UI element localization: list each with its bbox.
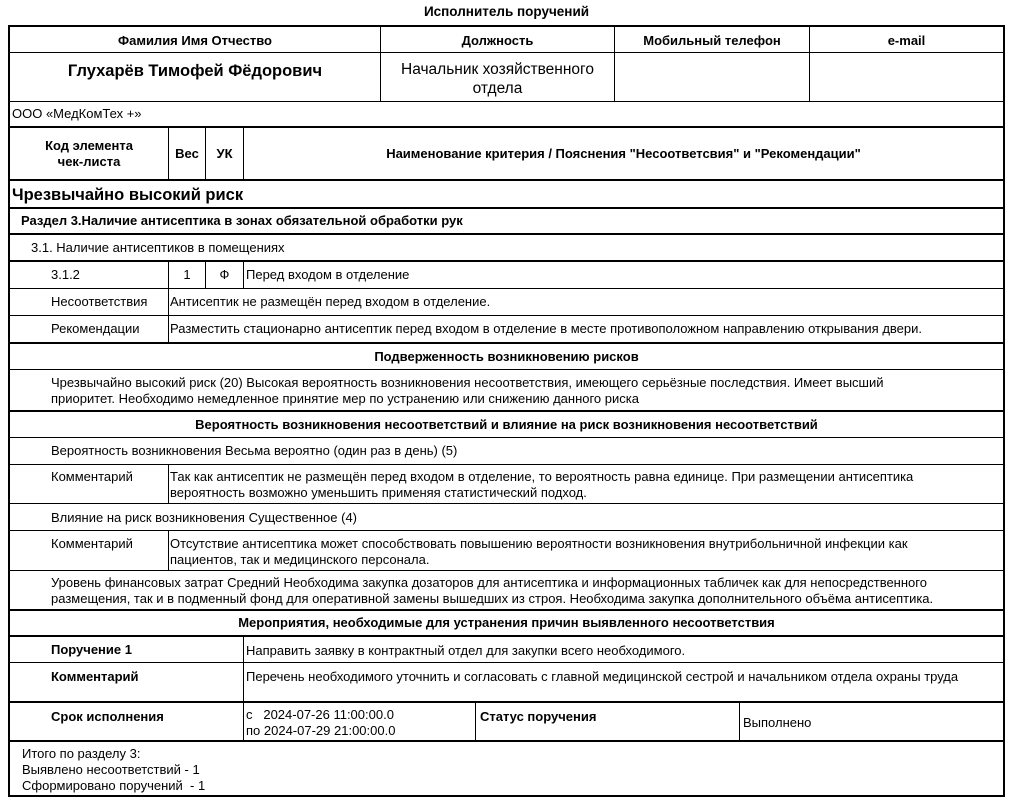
nonconformity-label: Несоответствия xyxy=(51,294,148,309)
risk-level-heading: Чрезвычайно высокий риск xyxy=(12,186,244,204)
deadline-label: Срок исполнения xyxy=(51,709,164,724)
header-criterion: Наименование критерия / Пояснения "Несоответсвия" и "Рекомендации" xyxy=(386,146,861,161)
item-uk: Ф xyxy=(219,267,230,282)
executor-fio: Глухарёв Тимофей Фёдорович xyxy=(67,62,323,80)
item-weight: 1 xyxy=(183,267,191,282)
influence-comment-text-line2: пациентов, так и медицинского персонала. xyxy=(170,552,430,567)
page-title: Исполнитель поручений xyxy=(423,4,590,19)
section-title: Раздел 3.Наличие антисептика в зонах обязательной обработки рук xyxy=(21,213,463,228)
organization-name: ООО «МедКомТех +» xyxy=(12,106,142,121)
susceptibility-text: Чрезвычайно высокий риск (20) Высокая вероятность возникновения несоответствия, имеющего серьёзные последствия. Имеет высший xyxy=(51,375,884,390)
status-value: Выполнено xyxy=(743,715,812,730)
report-sheet xyxy=(8,25,1005,797)
header-email: e-mail xyxy=(887,33,926,48)
probability-title: Вероятность возникновения несоответствий и влияние на риск возникновения несоответствий xyxy=(195,417,818,432)
executor-position-line2: отдела xyxy=(472,80,523,97)
nonconformity-text: Антисептик не размещён перед входом в отделение. xyxy=(170,294,491,309)
recommendation-text: Разместить стационарно антисептик перед входом в отделение в месте противоположном направлению открывания двери. xyxy=(170,321,922,336)
probability-comment-text-line2: вероятность возможно уменьшить применяя статистический подход. xyxy=(170,485,587,500)
executor-position: Начальник хозяйственного xyxy=(401,61,594,78)
influence-comment-text: Отсутствие антисептика может способствовать повышению вероятности возникновения внутрибольничной инфекции как xyxy=(170,536,908,551)
item-code: 3.1.2 xyxy=(51,267,80,282)
finance-text: Уровень финансовых затрат Средний Необходима закупка дозаторов для антисептика и информационных табличек как для непосредственного xyxy=(51,575,927,590)
summary-title: Итого по разделу 3: xyxy=(22,746,141,761)
measures-title: Мероприятия, необходимые для устранения причин выявленного несоответствия xyxy=(238,615,775,630)
probability-comment-label: Комментарий xyxy=(51,469,133,484)
susceptibility-text-line2: приоритет. Необходимо немедленное принятие мер по устранению или снижению данного риска xyxy=(51,391,639,406)
header-uk: УК xyxy=(216,146,233,161)
order-comment-text: Перечень необходимого уточнить и согласовать с главной медицинской сестрой и начальником отдела охраны труда xyxy=(246,669,959,684)
item-name: Перед входом в отделение xyxy=(246,267,410,282)
order-text: Направить заявку в контрактный отдел для закупки всего необходимого. xyxy=(246,643,686,658)
probability-text: Вероятность возникновения Весьма вероятно (один раз в день) (5) xyxy=(51,443,458,458)
header-code: Код элемента xyxy=(45,138,133,153)
header-weight: Вес xyxy=(175,146,199,161)
header-mobile: Мобильный телефон xyxy=(643,33,781,48)
influence-text: Влияние на риск возникновения Существенное (4) xyxy=(51,510,358,525)
summary-orders: Сформировано поручений - 1 xyxy=(22,778,206,793)
header-fio: Фамилия Имя Отчество xyxy=(118,33,272,48)
order-label: Поручение 1 xyxy=(51,642,132,657)
header-position: Должность xyxy=(461,33,534,48)
recommendation-label: Рекомендации xyxy=(51,321,140,336)
order-comment-label: Комментарий xyxy=(51,669,139,684)
deadline-to: по 2024-07-29 21:00:00.0 xyxy=(246,723,396,738)
header-code-line2: чек-листа xyxy=(57,154,121,169)
susceptibility-title: Подверженность возникновению рисков xyxy=(374,349,639,364)
summary-nonconformities: Выявлено несоответствий - 1 xyxy=(22,762,200,777)
probability-comment-text: Так как антисептик не размещён перед входом в отделение, то вероятность равна единице. При размещении антисептика xyxy=(170,469,914,484)
finance-text-line2: размещения, так и в подменный фонд для оперативной замены вышедших из строя. Необходима закупка дополнительного объёма антисептика. xyxy=(51,591,934,606)
influence-comment-label: Комментарий xyxy=(51,536,133,551)
status-label: Статус поручения xyxy=(480,709,597,724)
deadline-from: с 2024-07-26 11:00:00.0 xyxy=(246,707,394,722)
subsection-title: 3.1. Наличие антисептиков в помещениях xyxy=(31,240,285,255)
